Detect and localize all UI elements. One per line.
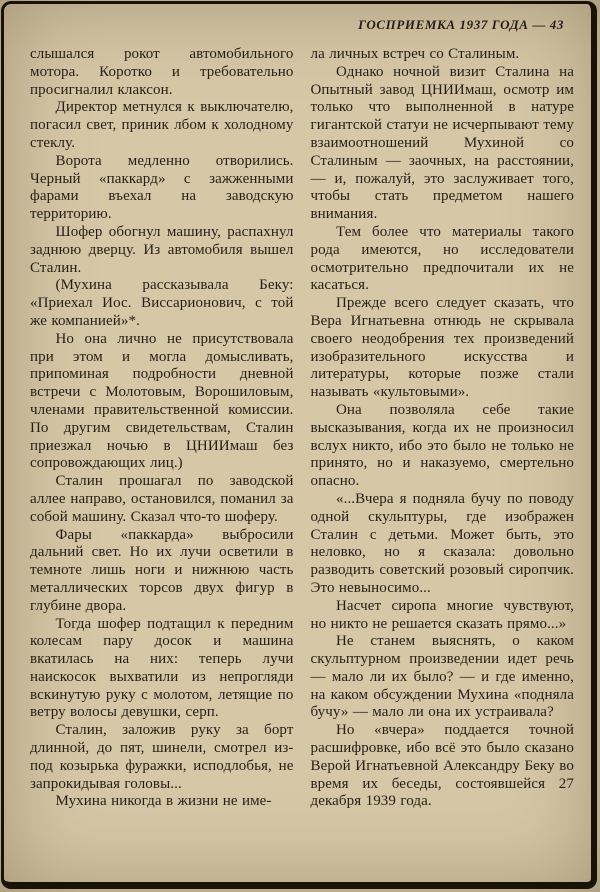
paragraph: Но она лично не присутствовала при этом и могла домысливать, припоминая подробности дневной встречи с Молотовым, Ворошиловым, членами правительственной комиссии. По другим свидетельствам, Сталин приезжал ночью в ЦНИИмаш без сопровождающих лиц.) <box>30 330 294 472</box>
paragraph: Шофер обогнул машину, распахнул заднюю дверцу. Из автомобиля вышел Сталин. <box>30 223 294 276</box>
paragraph: ла личных встреч со Сталиным. <box>310 46 520 62</box>
text-columns <box>30 46 574 811</box>
paragraph: Фары «паккарда» выбросили дальний свет. Но их лучи осветили в темноте лишь ноги и нижнюю часть металлических торсов двух фигур в глубине двора. <box>30 526 294 614</box>
paragraph: Она позволяла себе такие высказывания, когда их не произносил вслух никто, ибо это было не только не принято, но и наказуемо, смертельно опасно. <box>310 401 574 490</box>
paragraph: Сталин прошагал по заводской аллее направо, остановился, поманил за собой машину. Сказал что-то шоферу. <box>30 473 294 525</box>
paragraph: Прежде всего следует сказать, что Вера Игнатьевна отнюдь не скрывала своего неодобрения тех произведений изобразительного искусства и литературы, которые позже стали называть «культовыми». <box>310 295 574 401</box>
paragraph: «...Вчера я подняла бучу по поводу одной скульптуры, где изображен Сталин с детьми. Может быть, это неловко, но я сказала: довольно разводить советский розовый сиропчик. Это невыносимо... <box>310 490 574 596</box>
paragraph: Тем более что материалы такого рода имеются, но исследователи осмотрительно предпочитали их не касаться. <box>310 223 574 294</box>
right-column <box>311 46 575 811</box>
paragraph: Ворота медленно отворились. Черный «паккард» с зажженными фарами въехал на заводскую территорию. <box>30 152 294 223</box>
paragraph: (Мухина рассказывала Беку: «Приехал Иос. Виссарионович, с той же компанией»*. <box>30 277 294 329</box>
paragraph: слышался рокот автомобильного мотора. Коротко и требовательно просигналил клаксон. <box>30 46 294 98</box>
paragraph: Мухина никогда в жизни не име- <box>55 793 272 810</box>
paragraph: Но «вчера» поддается точной расшифровке, ибо всё это было сказано Верой Игнатьевной Александру Беку во время их беседы, состоявшейся 27 декабря 1939 года. <box>310 722 574 810</box>
paragraph: Тогда шофер подтащил к передним колесам пару досок и машина вкатилась на них: теперь лучи наискосок выхватили из непрогляди вскинутую руку с молотом, летящие по ветру волосы девушки, серп. <box>30 615 294 721</box>
paragraph: Не станем выяснять, о каком скульптурном произведении идет речь — мало ли их было? — и где именно, на каком обсуждении Мухина «подняла бучу» — мало ли она их устраивала? <box>310 633 574 721</box>
left-column <box>30 46 294 811</box>
paragraph: Насчет сиропа многие чувствуют, но никто не решается сказать прямо...» <box>310 597 574 632</box>
paragraph: Однако ночной визит Сталина на Опытный завод ЦНИИмаш, осмотр им только что выполненной в натуре гигантской статуи не исчерпывают тему взаимоотношений Мухиной со Сталиным — заочных, на расстоянии, — и, пожалуй, это заслуживает того, чтобы стать предметом нашего внимания. <box>310 63 574 223</box>
paragraph: Сталин, заложив руку за борт длинной, до пят, шинели, смотрел из-под козырька фуражки, исподлобья, не запрокидывая головы... <box>30 722 294 792</box>
page-content <box>30 15 574 876</box>
running-header: ГОСПРИЕМКА 1937 ГОДА — 43 <box>358 17 564 32</box>
paragraph: Директор метнулся к выключателю, погасил свет, приник лбом к холодному стеклу. <box>30 99 294 151</box>
